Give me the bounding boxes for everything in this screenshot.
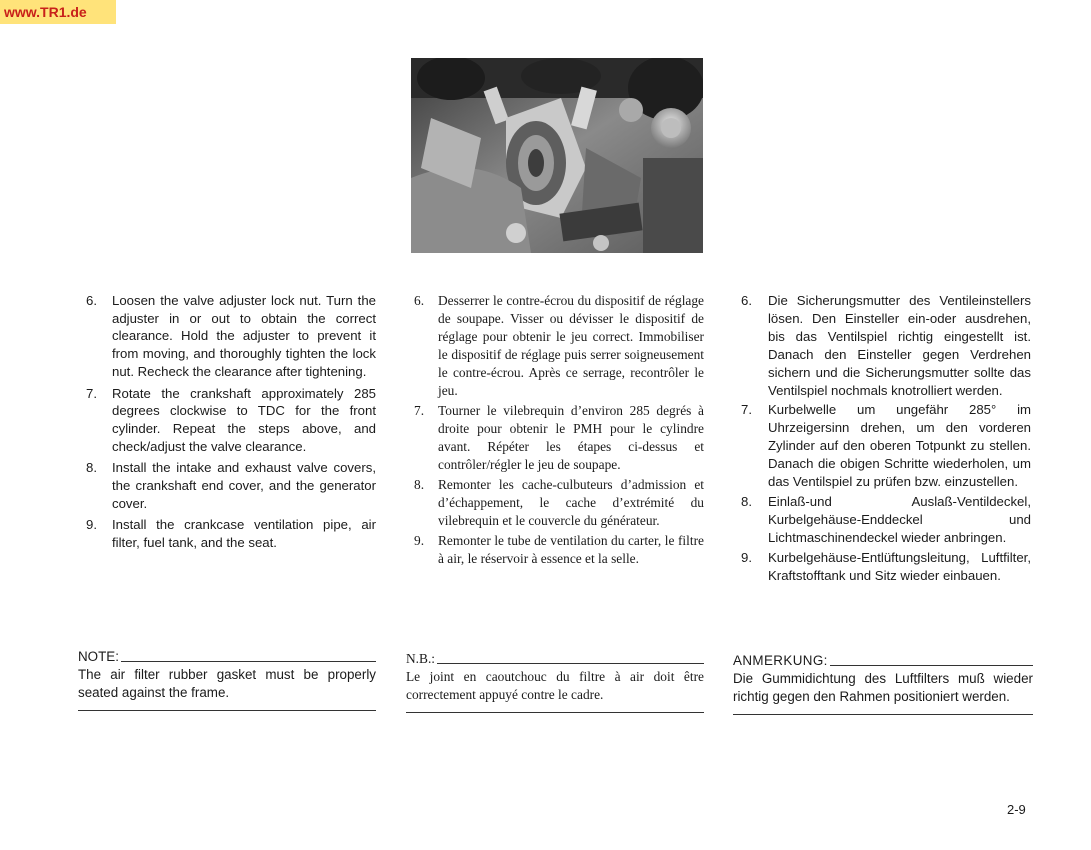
english-steps [78,292,376,552]
note-heading [78,648,376,666]
list-item [733,292,1031,399]
list-item [78,385,376,456]
divider [437,663,704,664]
list-item [78,459,376,512]
note-label: NOTE: [78,649,119,664]
note-heading [406,650,704,668]
divider [733,714,1033,715]
list-item [406,476,704,530]
list-item [406,532,704,568]
step-text: Die Sicherungsmutter des Ventileinstellers lösen. Den Einsteller ein-oder ausdrehen, bis das Ventilspiel richtig eingestellt ist. Danach den Einsteller gegen Verdrehen sichern und die Sicherungsmutter sollte das Ventilspiel nochmals knotrolliert werden. [768,293,1031,398]
page-number: 2-9 [1007,802,1026,817]
step-number: 6. [86,293,97,308]
french-column [406,292,704,570]
divider [830,665,1033,666]
step-number: 9. [86,517,97,533]
divider [78,710,376,711]
note-label: ANMERKUNG: [733,653,828,668]
list-item [78,516,376,551]
german-column [733,292,1031,587]
german-note [733,652,1033,715]
step-number: 6. [741,293,752,308]
step-number: 8. [86,460,97,476]
step-number: 8. [414,477,425,492]
step-text: Desserrer le contre-écrou du dispositif de réglage de soupape. Visser ou dévisser le dispositif de réglage pour obtenir le jeu correct. Immobiliser le dispositif de réglage puis serrer soigneusement le contre-écrou. Après ce serrage, recontrôler le jeu. [438,293,704,398]
list-item [733,493,1031,547]
watermark-logo: www.TR1.de [0,0,116,24]
list-item [406,292,704,400]
german-steps [733,292,1031,585]
english-column [78,292,376,556]
list-item [406,402,704,474]
step-number: 9. [741,549,752,565]
step-text: Install the intake and exhaust valve covers, the crankshaft end cover, and the generator cover. [112,460,376,511]
divider [406,712,704,713]
list-item [733,401,1031,491]
list-item [733,549,1031,585]
step-text: Kurbelgehäuse-Entlüftungsleitung, Luftfilter, Kraftstofftank und Sitz wieder einbauen. [768,549,1031,583]
step-number: 7. [86,385,97,401]
step-text: Remonter le tube de ventilation du carter, le filtre à air, le réservoir à essence et la selle. [438,533,704,566]
list-item [78,292,376,381]
step-number: 9. [414,533,425,548]
step-text: Install the crankcase ventilation pipe, air filter, fuel tank, and the seat. [112,517,376,551]
step-text: Remonter les cache-culbuteurs d’admission et d’échappement, le cache d’extrémité du vilebrequin et le couvercle du générateur. [438,477,704,528]
step-number: 6. [414,293,425,308]
step-text: Tourner le vilebrequin d’environ 285 degrés à droite pour obtenir le PMH pour le cylindre avant. Répéter les étapes ci-dessus et contrôler/régler le jeu de soupape. [438,403,704,472]
step-number: 7. [741,402,752,418]
note-heading [733,652,1033,670]
note-label: N.B.: [406,651,436,666]
step-text: Loosen the valve adjuster lock nut. Turn the adjuster in or out to obtain the correct clearance. Hold the adjuster to prevent it from moving, and thoroughly tighten the lock nut. Recheck the clearance after tightening. [112,293,376,379]
engine-photo [411,58,703,253]
english-note [78,648,376,711]
step-number: 8. [741,493,752,509]
note-text: Die Gummidichtung des Luftfilters muß wieder richtig gegen den Rahmen positioniert werden. [733,671,1033,704]
engine-photo-icon [411,58,703,253]
french-note [406,650,704,713]
step-number: 7. [414,403,425,418]
divider [121,661,376,662]
step-text: Einlaß-und Auslaß-Ventildeckel, Kurbelgehäuse-Enddeckel und Lichtmaschinendeckel wieder anbringen. [768,493,1031,545]
french-steps [406,292,704,568]
step-text: Rotate the crankshaft approximately 285 degrees clockwise to TDC for the front cylinder. Repeat the steps above, and check/adjust the valve clearance. [112,385,376,454]
note-text: The air filter rubber gasket must be properly seated against the frame. [78,667,376,700]
step-text: Kurbelwelle um ungefähr 285° im Uhrzeigersinn drehen, um den vorderen Zylinder auf den oberen Totpunkt zu stellen. Danach die obigen Schritte wiederholen, um das Ventilspiel zu prüfen bzw. einzustellen. [768,402,1031,490]
note-text: Le joint en caoutchouc du filtre à air doit être correctement appuyé contre le cadre. [406,669,704,702]
